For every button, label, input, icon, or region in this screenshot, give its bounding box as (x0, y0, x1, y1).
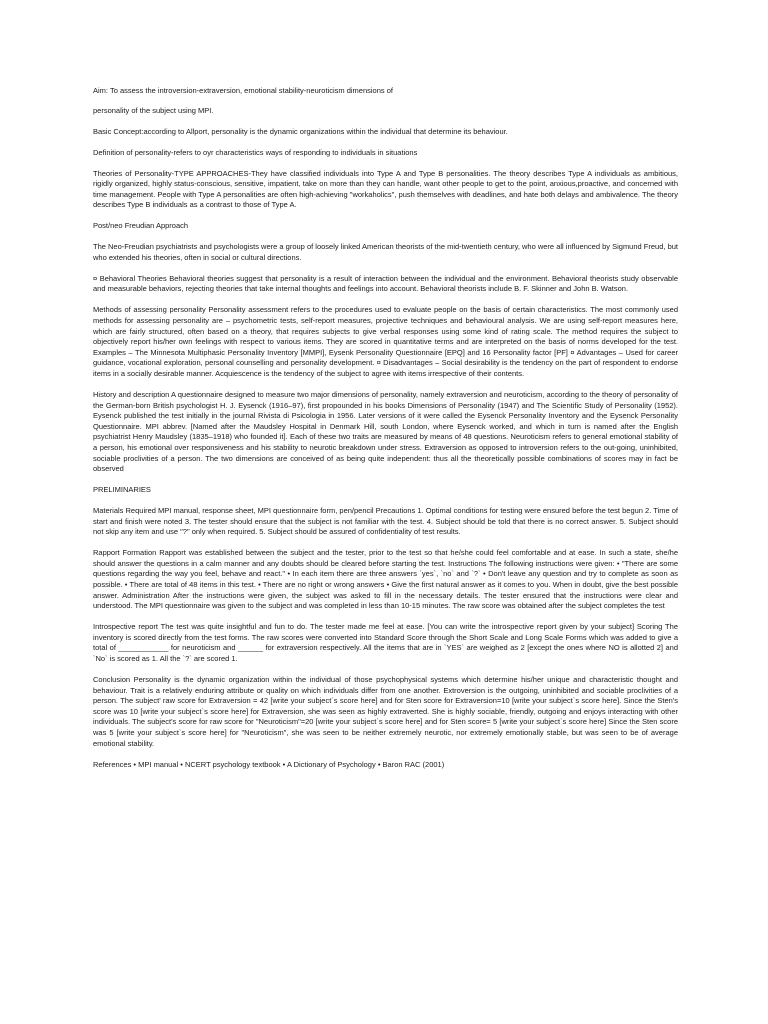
conclusion-paragraph: Conclusion Personality is the dynamic organization within the individual of those psychophysical systems which determine his/her unique and characteristic thought and behaviour. Trait is a relatively enduring attribute or quality on which individuals differ from one another. Extroversion is the outgoing, uninhibited and sociable proclivities of a person. The subject' raw score for Extraversion = 42 [write your subject`s score here] and for Sten score for Extraversion=10 [write your subject`s score here]. Since the Sten's score was 10 [write your subject`s score here] for Extraversion, she was seen as highly extraverted. She is highly sociable, friendly, outgoing and enjoys interacting with other individuals. The subject's score for raw score for "Neuroticism"=20 [write your subject`s score here] and for Sten score= 5 [write your subject`s score here] Since the Sten score was 5 [write your subject`s score here] for "Neuroticism", she was seen to be neither extremely neurotic, nor extremely emotionally stable, but was seen to be of average emotional stability. (93, 675, 678, 748)
aim-continuation-paragraph: personality of the subject using MPI. (93, 105, 214, 115)
preliminaries-heading: PRELIMINARIES (93, 485, 151, 495)
aim-paragraph: Aim: To assess the introversion-extraversion, emotional stability-neuroticism dimensions of (93, 86, 393, 95)
behavioral-theories-paragraph: ¤ Behavioral Theories Behavioral theories suggest that personality is a result of interaction between the individual and the environment. Behavioral theorists study observable and measurable behaviors, rejecting theories that take internal thoughts and feelings into account. Behavioral theorists include B. F. Skinner and John B. Watson. (93, 273, 678, 294)
methods-paragraph: Methods of assessing personality Personality assessment refers to the procedures used to evaluate people on the basis of certain characteristics. The most commonly used methods for assessing personality are – psychometric tests, self-report measures, projective techniques and behavioural analysis. We are using self-report measures here, which are fairly structured, often based on a theory, that requires subjects to give verbal responses using some kind of rating scale. The method requires the subject to objectively report his/her own feelings with respect to various items. They are scored in quantitative terms and are interpreted on the basis of norms developed for the test. Examples – The Minnesota Multiphasic Personality Inventory [MMPI], Eysenk Personality Questionnaire [EPQ] and 16 Personality factor [PF] ¤ Advantages – Used for career guidance, vocational exploration, personal counselling and personality development. ¤ Disadvantages – Social desirability is the tendency on the part of respondent to endorse items in a socially desirable manner. Acquiescence is the tendency of the subject to agree with items irrespective of their contents. (93, 305, 678, 379)
document-page (93, 86, 678, 781)
neo-freudian-paragraph: The Neo-Freudian psychiatrists and psychologists were a group of loosely linked American theorists of the mid-twentieth century, who were all influenced by Sigmund Freud, but who extended his theories, often in social or cultural directions. (93, 242, 678, 262)
materials-paragraph: Materials Required MPI manual, response sheet, MPI questionnaire form, pen/pencil Precautions 1. Optimal conditions for testing were ensured before the test begun 2. Time of start and finish were noted 3. The tester should ensure that the subject is not familiar with the test. 4. Subject should be told that there is no correct answer. 5. Subject should not skip any item and use "?" only when required. 5. Subject should be assured of confidentiality of test results. (93, 506, 678, 537)
basic-concept-paragraph: Basic Concept:according to Allport, personality is the dynamic organizations within the individual that determine its behaviour. (93, 126, 508, 136)
introspective-report-paragraph: Introspective report The test was quite insightful and fun to do. The tester made me feel at ease. [You can write the introspective report given by your subject] Scoring The inventory is scored directly from the test forms. The raw scores were converted into Standard Score through the Short Scale and Long Scale Forms which was added to give a total of ____________ for neuroticism and ______ for extraversion respectively. All the items that are in `YES` are weighed as 2 [except the ones where NO is allotted 2] and `No` is scored as 1. All the `?` are scored 1. (93, 622, 678, 664)
type-approaches-paragraph: Theories of Personality-TYPE APPROACHES-They have classified individuals into Type A and Type B personalities. The theory describes Type A individuals as ambitious, rigidly organized, highly status-conscious, sensitive, impatient, take on more than they can handle, want other people to get to the point, anxious,proactive, and concerned with time management. People with Type A personalities are often high-achieving "workaholics", push themselves with deadlines, and hate both delays and ambivalence. The theory describes Type B individuals as a contrast to those of Type A. (93, 168, 678, 210)
neo-freudian-heading: Post/neo Freudian Approach (93, 221, 189, 231)
rapport-paragraph: Rapport Formation Rapport was established between the subject and the tester, prior to the test so that he/she could feel comfortable and at ease. In such a state, she/he should answer the questions in a calm manner and any doubts should be cleared before starting the test. Instructions The following instructions were given: • "There are some questions regarding the way you feel, behave and react." • In each item there are three answers `yes`, `no` and `?` • Don't leave any question and try to complete as soon as possible. • There are total of 48 items in this test. • There are no right or wrong answers • Give the first natural answer as it comes to you. When in doubt, give the best possible answer. Administration After the instructions were given, the subject was asked to fill in the necessary details. The tester ensured that the instructions were clear and understood. The MPI questionnaire was given to the subject and was completed in less than 10-15 minutes. The raw score was obtained after the subject completes the test (93, 548, 678, 611)
definition-paragraph: Definition of personality-refers to oyr characteristics ways of responding to individuals in situations (93, 147, 418, 157)
references-paragraph: References • MPI manual • NCERT psychology textbook • A Dictionary of Psychology • Baron RAC (2001) (93, 759, 445, 769)
history-paragraph: History and description A questionnaire designed to measure two major dimensions of personality, namely extraversion and neuroticism, according to the theory of personality of the German-born British psychologist H. J. Eysenck (1916–97), first propounded in his books Dimensions of Personality (1947) and The Scientific Study of Personality (1952). Eysenck published the test initially in the journal Rivista di Psicologia in 1956. Later versions of it were called the Eysenck Personality Inventory and the Eysenck Personality Questionnaire. MPI abbrev. [Named after the Maudsley Hospital in Denmark Hill, south London, where Eysenck worked, and which in turn is named after the English psychiatrist Henry Maudsley (1835–1918) who founded it]. Each of these two traits are measured by means of 48 questions. Neuroticism refers to general emotional stability of a person, his emotional over responsiveness and his stability to neurotic breakdown under stress. Extraversion as opposed to introversion refers to the out-going, uninhibited, sociable proclivities of a person. The two dimensions are conceived of as being quite independent: thus all the theoretically possible combinations of scores may in fact be observed (93, 390, 678, 474)
